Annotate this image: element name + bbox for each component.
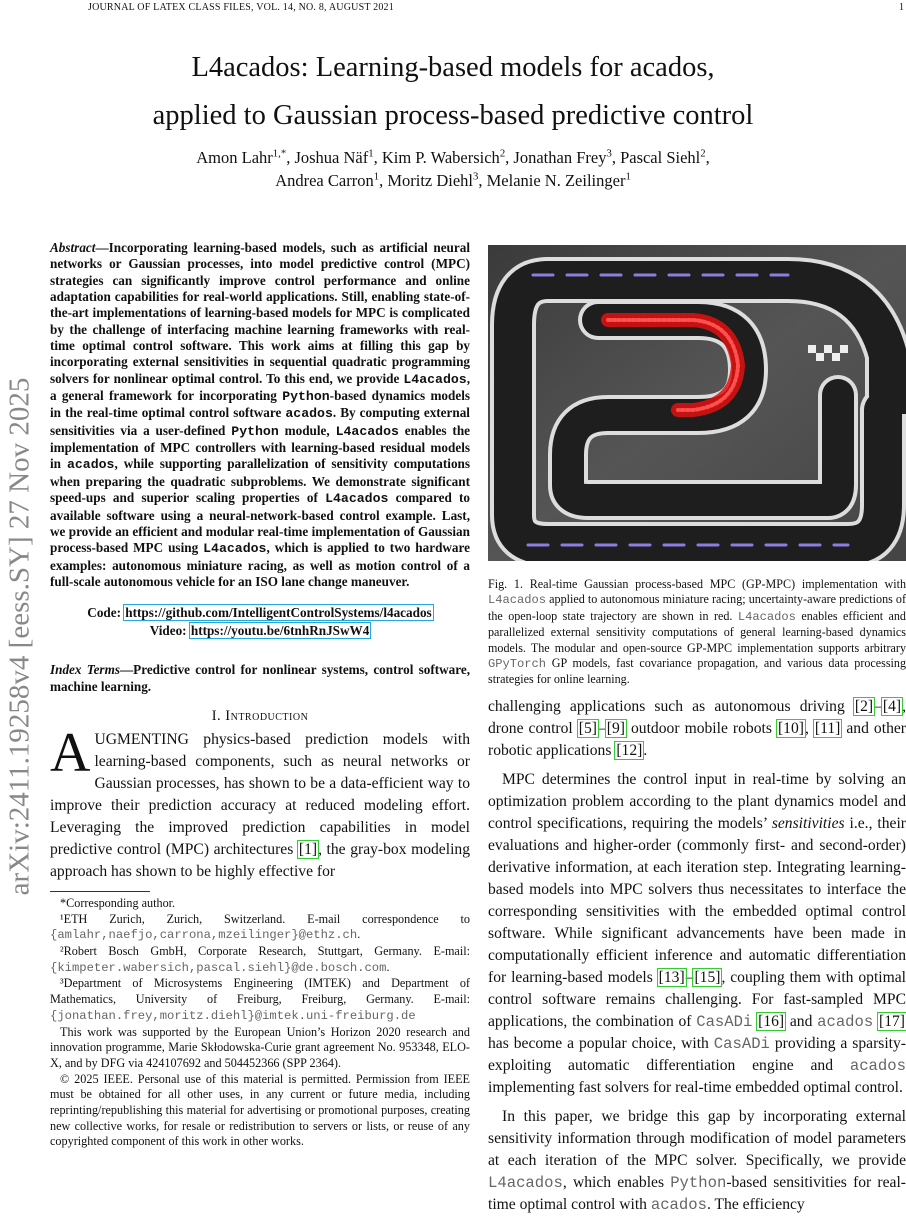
code-term: acados bbox=[849, 1056, 906, 1075]
affiliation-mark: 3 bbox=[606, 147, 612, 160]
author-line: Andrea Carron$^1$, Moritz Diehl$^3$, Melanie N. Zeilinger$^1$ bbox=[275, 170, 631, 190]
text-run: GP models, fast covariance propagation, and various data processing strategies for online learning. bbox=[488, 656, 906, 687]
code-term: L4acados bbox=[325, 491, 389, 507]
italic-text: Abstract bbox=[50, 240, 96, 255]
text-run: -based sensitivities for real-time optimal control with bbox=[488, 1173, 906, 1213]
text-run: compared to available software using a neural-network-based control example. Last, we provide an efficient and modular real-time implementation of Gaussian process-based MPC using bbox=[50, 490, 470, 556]
citation-link[interactable]: [5] bbox=[578, 719, 597, 737]
text-run: , which is applied to two hardware examples: autonomous miniature racing, as well as motion control of a full-scale autonomous vehicle for an ISO lane change maneuver. bbox=[50, 540, 470, 589]
video-link[interactable]: https://youtu.be/6tnhRnJSwW4 bbox=[190, 623, 370, 639]
text-run: implementing fast solvers for real-time embedded optimal control. bbox=[488, 1078, 903, 1096]
author-name: Kim P. Wabersich bbox=[381, 148, 500, 167]
title-line: applied to Gaussian process-based predictive control bbox=[152, 100, 754, 131]
text-run: providing a sparsity-exploiting automatic differentiation engine and bbox=[488, 1034, 906, 1074]
code-term: Python bbox=[231, 423, 279, 439]
paragraph bbox=[488, 1106, 906, 1216]
citation-link[interactable]: [11] bbox=[814, 719, 841, 737]
arxiv-identifier: arXiv:2411.19258v4 [eess.SY] 27 Nov 2025 bbox=[3, 377, 36, 896]
code-term: L4acados bbox=[335, 423, 399, 439]
paragraph bbox=[488, 769, 906, 1099]
drop-cap: A bbox=[50, 721, 91, 784]
links-block bbox=[50, 604, 470, 640]
text-run: ¹ETH Zurich, Zurich, Switzerland. E-mail correspondence to bbox=[60, 911, 470, 926]
author-name: Joshua Näf bbox=[294, 148, 369, 167]
intro-paragraph bbox=[50, 721, 470, 883]
footnote bbox=[50, 976, 470, 1024]
italic-text: sensitivities bbox=[771, 814, 845, 832]
text-run: – bbox=[685, 968, 694, 986]
code-term: acados bbox=[285, 406, 333, 422]
text-run: i.e., their evaluations and higher-order (commonly first- and second-order) derivative information, at each iteration step. Integrating learning-based models into MPC solvers thus necessitates to interface the corresponding sensitivities with the embedded optimal control software. While significant advancements have been made in computationally efficient inference and automatic differentiation for learning-based models bbox=[488, 814, 906, 986]
right-column bbox=[488, 245, 906, 1223]
italic-text: Index Terms bbox=[50, 662, 120, 678]
text-run: UGMENTING physics-based prediction models with learning-based components, such as neural networks or Gaussian processes, has shown to be a data-efficient way to improve their prediction accuracy at reduced modeling effort. Leveraging the improved prediction capabilities in model predictive control (MPC) architectures bbox=[50, 730, 470, 858]
code-term: CasADi bbox=[696, 1012, 753, 1031]
code-term: L4acados bbox=[403, 371, 467, 387]
footnote-rule bbox=[50, 891, 150, 892]
title-line: L4acados: Learning-based models for acados, bbox=[191, 52, 715, 83]
code-term: acados bbox=[650, 1195, 707, 1214]
text-run: In this paper, we bridge this gap by incorporating external sensitivity information through modification of model parameters at each iteration of the MPC solver. Specifically, we provide bbox=[488, 1107, 906, 1169]
text-run: and bbox=[785, 1012, 818, 1030]
footnote bbox=[50, 912, 470, 944]
citation-link[interactable]: [13] bbox=[658, 968, 685, 986]
citation-link[interactable]: [17] bbox=[879, 1012, 905, 1030]
code-term: CasADi bbox=[713, 1034, 770, 1053]
affiliation-mark: 2 bbox=[700, 147, 706, 160]
text-run: has become a popular choice, with bbox=[488, 1034, 714, 1052]
text-run: —Incorporating learning-based models, such as artificial neural networks or Gaussian processes, into model predictive control (MPC) strategies can significantly improve control performance and online adaptation capabilities for real-world applications. Still, enabling state-of-the-art implementations of learning-based models for MPC is complicated by the challenge of interfacing machine learning frameworks with real-time optimal control software. This work aims at filling this gap by incorporating external sensitivities in sequential quadratic programming solvers for nonlinear optimal control. To this end, we provide bbox=[50, 240, 470, 386]
track-image bbox=[488, 245, 906, 561]
text-run: MPC determines the control input in real-time by solving an optimization problem according to the plant dynamics model and control specifications, requiring the models’ bbox=[488, 770, 906, 832]
figure-racing-track-photo bbox=[488, 245, 906, 561]
text-run: . bbox=[386, 959, 390, 974]
citation-link[interactable]: [1] bbox=[298, 840, 318, 858]
text-run: applied to autonomous miniature racing; uncertainty-aware predictions of the open-loop state trajectory are shown in red. bbox=[488, 592, 906, 623]
text-run: challenging applications such as autonomous driving bbox=[488, 697, 854, 715]
code-term: L4acados bbox=[488, 593, 547, 608]
author-name: Moritz Diehl bbox=[387, 171, 474, 190]
text-run: , coupling them with optimal control software remains challenging. For fast-sampled MPC applications, the combination of bbox=[488, 968, 906, 1030]
text-run: module, bbox=[278, 422, 336, 438]
text-run: , which enables bbox=[562, 1173, 671, 1191]
author-name: Pascal Siehl bbox=[620, 148, 701, 167]
text-run: ²Robert Bosch GmbH, Corporate Research, Stuttgart, Germany. E-mail: bbox=[60, 944, 470, 959]
affiliation-mark: 1 bbox=[368, 147, 374, 160]
code-term: L4acados bbox=[203, 541, 267, 557]
code-term: acados bbox=[817, 1012, 874, 1031]
figure-caption bbox=[488, 577, 906, 688]
text-run: – bbox=[874, 697, 882, 715]
paper-title bbox=[0, 44, 906, 140]
section-heading: I. Introduction bbox=[211, 707, 309, 724]
citation-link[interactable]: [12] bbox=[616, 741, 643, 759]
text-run: , a general framework for incorporating bbox=[50, 370, 470, 404]
text-run: . The efficiency bbox=[707, 1195, 805, 1213]
code-label: Code: bbox=[87, 605, 121, 621]
abstract bbox=[50, 240, 470, 590]
author-name: Jonathan Frey bbox=[513, 148, 607, 167]
affiliation-mark: 3 bbox=[473, 170, 479, 183]
citation-link[interactable]: [10] bbox=[777, 719, 804, 737]
text-run: ³Department of Microsystems Engineering (IMTEK) and Department of Mathematics, University of Freiburg, Freiburg, Germany. E-mail: bbox=[50, 976, 470, 1007]
text-run: , while supporting parallelization of sensitivity computations when preparing the quadratic subproblems. We demonstrate significant speed-ups and superior scaling properties of bbox=[50, 456, 471, 506]
video-label: Video: bbox=[149, 623, 187, 639]
citation-link[interactable]: [15] bbox=[694, 968, 721, 986]
left-column bbox=[50, 240, 470, 1150]
code-term: Python bbox=[282, 389, 330, 405]
code-term: {kimpeter.wabersich,pascal.siehl}@de.bosch.com bbox=[50, 960, 387, 975]
text-run: . bbox=[357, 927, 361, 942]
text-run: – bbox=[597, 719, 606, 737]
code-term: L4acados bbox=[737, 609, 796, 624]
footnote bbox=[50, 1072, 470, 1151]
text-run: enables the implementation of MPC controllers with learning-based residual models in bbox=[50, 422, 471, 472]
text-run: Fig. 1. Real-time Gaussian process-based MPC (GP-MPC) implementation with bbox=[488, 577, 906, 591]
author-line: Amon Lahr$^{1,*}$, Joshua Näf$^1$, Kim P. Wabersich$^2$, Jonathan Frey$^3$, Pascal Siehl$^2$, bbox=[196, 147, 710, 167]
text-run: —Predictive control for nonlinear systems, control software, machine learning. bbox=[50, 662, 470, 694]
text-run: and other robotic applications bbox=[488, 719, 906, 759]
text-run: . bbox=[643, 741, 648, 759]
code-term: {amlahr,naefjo,carrona,mzeilinger}@ethz.ch bbox=[50, 928, 358, 943]
text-run: This work was supported by the European Union’s Horizon 2020 research and innovation programme, Marie Skłodowska-Curie grant agreement No. 953348, ELO-X, and by DFG via 424107692 and 504452366 (SPP 2364). bbox=[50, 1024, 470, 1070]
footnotes bbox=[50, 896, 470, 1150]
text-run: enables efficient and parallelized external sensitivity computations of general learning-based dynamics models. The modular and open-source GP-MPC implementation supports arbitrary bbox=[488, 608, 906, 655]
citation-link[interactable]: [4] bbox=[882, 697, 902, 715]
author-list bbox=[0, 146, 906, 192]
code-term: acados bbox=[66, 457, 115, 473]
text-run: . By computing external sensitivities via a user-defined bbox=[50, 405, 470, 438]
citation-link[interactable]: [2] bbox=[854, 697, 874, 715]
footnote bbox=[50, 944, 470, 976]
text-run: © 2025 IEEE. Personal use of this material is permitted. Permission from IEEE must be obtained for all other uses, in any current or future media, including reprinting/republishing this material for advertising or promotional purposes, creating new collective works, for resale or redistribution to servers or lists, or reuse of any copyrighted component of this work in other works. bbox=[50, 1071, 470, 1149]
code-term: Python bbox=[670, 1173, 727, 1192]
citation-link[interactable]: [16] bbox=[758, 1012, 785, 1030]
affiliation-mark: 1 bbox=[373, 170, 380, 183]
citation-link[interactable]: [9] bbox=[606, 719, 625, 737]
footnote bbox=[50, 1025, 470, 1072]
affiliation-mark: 1 bbox=[625, 170, 631, 183]
author-name: Andrea Carron bbox=[275, 171, 374, 190]
index-terms bbox=[50, 662, 470, 695]
code-term: GPyTorch bbox=[488, 657, 547, 672]
footnote bbox=[50, 896, 470, 912]
text-run: , the gray-box modeling approach has shown to be highly effective for bbox=[50, 840, 470, 880]
author-name: Amon Lahr bbox=[196, 148, 273, 167]
code-link[interactable]: https://github.com/IntelligentControlSystems/l4acados bbox=[125, 605, 432, 621]
paragraph bbox=[488, 696, 906, 762]
text-run: outdoor mobile robots bbox=[625, 719, 777, 737]
text-run: , bbox=[804, 719, 814, 737]
text-run: , drone control bbox=[488, 697, 906, 737]
code-term: L4acados bbox=[488, 1173, 563, 1192]
author-name: Melanie N. Zeilinger bbox=[486, 171, 626, 190]
text-run: *Corresponding author. bbox=[60, 895, 176, 910]
right-column-text bbox=[488, 696, 906, 1216]
affiliation-mark: 2 bbox=[499, 147, 506, 160]
code-term: {jonathan.frey,moritz.diehl}@imtek.uni-freiburg.de bbox=[50, 1008, 416, 1023]
running-header: JOURNAL OF LATEX CLASS FILES, VOL. 14, NO. 8, AUGUST 2021 bbox=[88, 2, 394, 13]
text-run: -based dynamics models in the real-time optimal control software bbox=[50, 388, 471, 421]
affiliation-mark: 1,* bbox=[272, 147, 287, 160]
page-number: 1 bbox=[899, 2, 904, 13]
